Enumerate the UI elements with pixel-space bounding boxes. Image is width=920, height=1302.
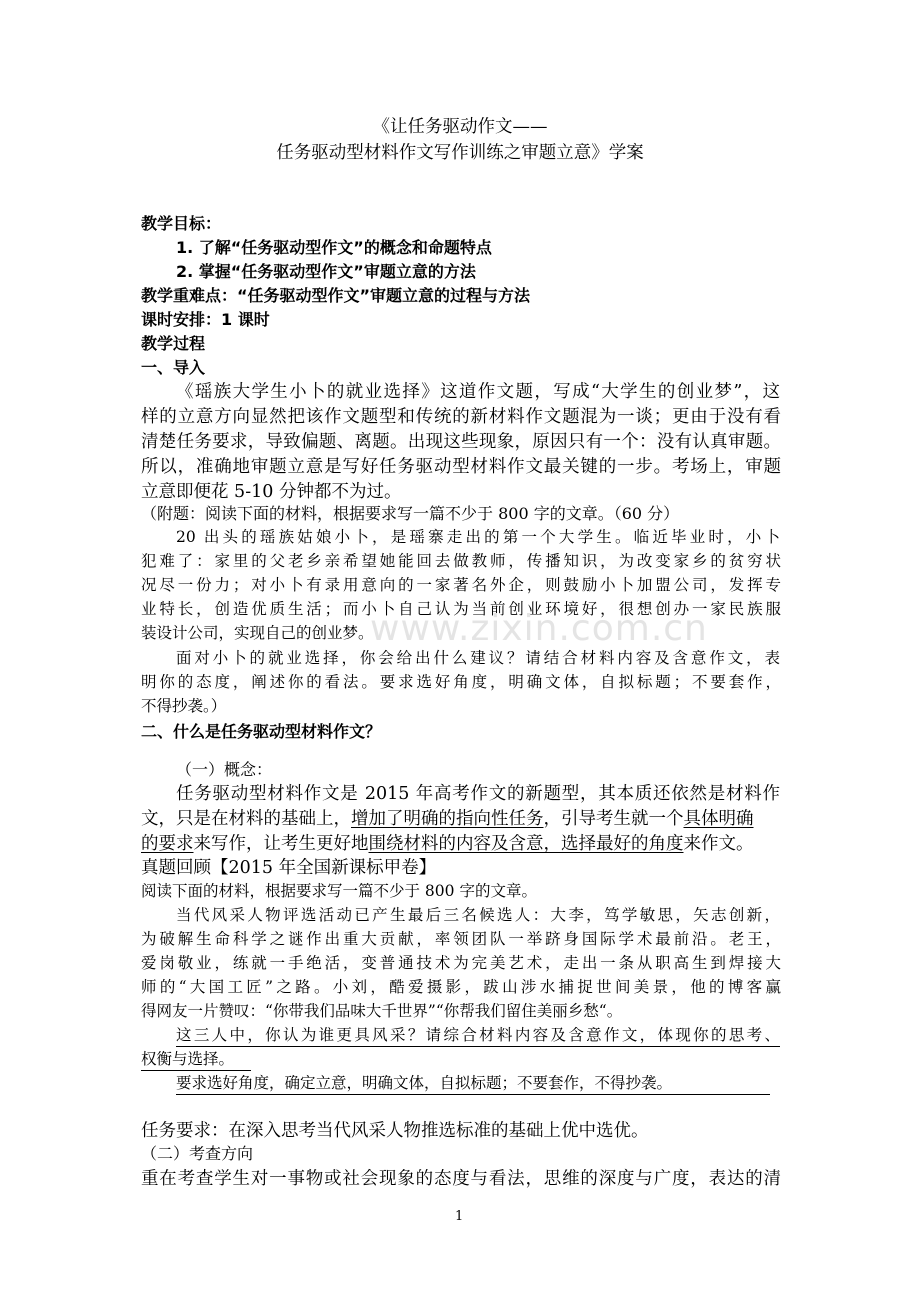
doc-title-line2: 任务驱动型材料作文写作训练之审题立意》学案 [276, 143, 644, 163]
concept-underlined: 围绕材料的内容及含意，选择最好的角度 [368, 834, 684, 854]
schedule: 课时安排：1 课时 [141, 310, 270, 329]
review-heading: 真题回顾【2015 年全国新课标甲卷】 [141, 858, 437, 878]
review-line: 师的“大国工匠”之路。小刘，酷爱摄影，跋山涉水捕捉世间美景，他的博客赢 [141, 978, 781, 996]
intro-paragraph-line: 清楚任务要求，导致偏题、离题。出现这些现象，原因只有一个：没有认真审题。 [141, 432, 781, 452]
objectives-heading: 教学目标： [141, 214, 222, 233]
appendix-line: 面对小卜的就业选择，你会给出什么建议？请结合材料内容及含意作文，表 [176, 649, 780, 667]
direction-line: 重在考查学生对一事物或社会现象的态度与看法，思维的深度与广度，表达的清 [141, 1169, 781, 1189]
intro-paragraph-line: 立意即便花 5-10 分钟都不为过。 [141, 482, 402, 502]
review-line: 为破解生命科学之谜作出重大贡献，率领团队一举跻身国际学术最前沿。老王， [141, 930, 781, 948]
concept-heading: （一）概念： [176, 760, 273, 779]
watermark: www.zixin.com.cn [370, 608, 708, 649]
intro-paragraph-line: 所以，准确地审题立意是写好任务驱动型材料作文最关键的一步。考场上，审题 [141, 457, 781, 477]
doc-title-line1: 《让任务驱动作文—— [372, 117, 548, 137]
concept-line [141, 830, 781, 855]
appendix-line: 明你的态度，阐述你的看法。要求选好角度，明确文体，自拟标题；不要套作， [141, 673, 781, 691]
appendix-line: 业特长，创造优质生活；而小卜自己认为当前创业环境好，很想创办一家民族服 [141, 600, 781, 618]
section2-heading: 二、什么是任务驱动型材料作文？ [141, 722, 382, 741]
requirement-line: 要求选好角度，确定立意，明确文体，自拟标题；不要套作，不得抄袭。 [176, 1071, 770, 1095]
review-intro: 阅读下面的材料，根据要求写一篇不少于 800 字的文章。 [141, 882, 537, 900]
intro-paragraph-line: 《瑶族大学生小卜的就业选择》这道作文题，写成“大学生的创业梦”，这 [176, 382, 780, 402]
direction-heading: （二）考查方向 [141, 1144, 254, 1163]
concept-text: 来作文。 [683, 834, 754, 854]
concept-line [141, 805, 781, 830]
intro-paragraph-line: 样的立意方向显然把该作文题型和传统的新材料作文题混为一谈；更由于没有看 [141, 407, 781, 427]
concept-text: 来写作，让考生更好地 [193, 834, 369, 854]
appendix-line: （附题：阅读下面的材料，根据要求写一篇不少于 800 字的文章。（60 分） [141, 504, 680, 523]
objective-item-1: 1. 了解“任务驱动型作文”的概念和命题特点 [176, 238, 492, 257]
concept-text: ，引导考生就一个 [543, 809, 684, 829]
concept-line: 任务驱动型材料作文是 2015 年高考作文的新题型，其本质还依然是材料作 [176, 784, 780, 804]
concept-text: 文，只是在材料的基础上， [141, 809, 351, 829]
appendix-line: 不得抄袭。） [141, 697, 227, 715]
appendix-line: 20 出头的瑶族姑娘小卜，是瑶寨走出的第一个大学生。临近毕业时，小卜 [176, 528, 780, 546]
review-line: 爱岗敬业，练就一手绝活，变普通技术为完美艺术，走出一条从职高生到焊接大 [141, 954, 781, 972]
task-requirement: 任务要求：在深入思考当代风采人物推选标准的基础上优中选优。 [141, 1121, 649, 1141]
concept-underlined: 增加了明确的指向性任务 [351, 809, 544, 829]
concept-underlined: 具体明确 [683, 809, 754, 829]
review-line: 当代风采人物评选活动已产生最后三名候选人：大李，笃学敏思，矢志创新， [176, 906, 780, 924]
review-line: 得网友一片赞叹：“你带我们品味大千世界”“你帮我们留住美丽乡愁“。 [141, 1002, 623, 1020]
key-points: 教学重难点：“任务驱动型作文”审题立意的过程与方法 [141, 286, 531, 305]
appendix-line: 犯难了：家里的父老乡亲希望她能回去做教师，传播知识，为改变家乡的贫穷状 [141, 552, 781, 570]
task-line: 权衡与选择。 [141, 1047, 251, 1071]
page-number: 1 [455, 1209, 464, 1224]
appendix-line: 装设计公司，实现自己的创业梦。 [141, 624, 374, 642]
process-heading: 教学过程 [141, 334, 206, 353]
task-line: 这三人中，你认为谁更具风采？请综合材料内容及含意作文，体现你的思考、 [176, 1023, 780, 1047]
appendix-line: 况尽一份力；对小卜有录用意向的一家著名外企，则鼓励小卜加盟公司，发挥专 [141, 576, 781, 594]
section1-heading: 一、导入 [141, 358, 206, 377]
concept-underlined: 的要求 [141, 834, 194, 854]
objective-item-2: 2. 掌握“任务驱动型作文”审题立意的方法 [176, 262, 476, 281]
